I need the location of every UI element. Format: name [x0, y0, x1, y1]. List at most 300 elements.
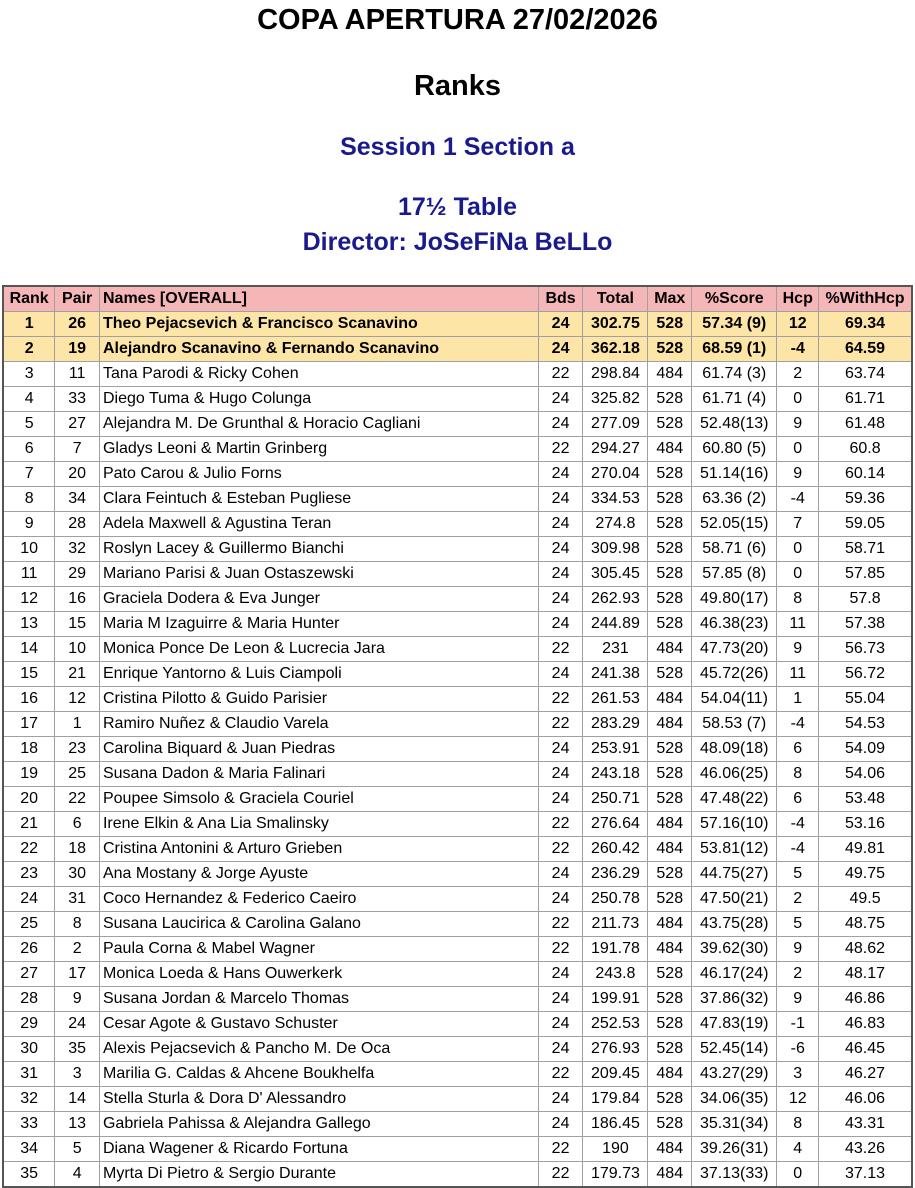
- cell-withhcp: 46.83: [819, 1012, 912, 1037]
- cell-max: 484: [648, 1062, 692, 1087]
- cell-names: Irene Elkin & Ana Lia Smalinsky: [99, 812, 538, 837]
- cell-max: 484: [648, 837, 692, 862]
- cell-score: 49.80(17): [692, 587, 777, 612]
- cell-total: 179.73: [583, 1162, 648, 1188]
- cell-total: 199.91: [583, 987, 648, 1012]
- cell-score: 46.06(25): [692, 762, 777, 787]
- cell-hcp: 3: [777, 1062, 819, 1087]
- cell-hcp: -4: [777, 337, 819, 362]
- ranks-table: [2, 285, 913, 1188]
- cell-score: 57.85 (8): [692, 562, 777, 587]
- cell-score: 53.81(12): [692, 837, 777, 862]
- cell-pair: 15: [55, 612, 100, 637]
- cell-pair: 20: [55, 462, 100, 487]
- cell-score: 39.26(31): [692, 1137, 777, 1162]
- cell-rank: 24: [3, 887, 55, 912]
- cell-max: 528: [648, 337, 692, 362]
- cell-score: 46.38(23): [692, 612, 777, 637]
- cell-max: 528: [648, 887, 692, 912]
- cell-total: 276.64: [583, 812, 648, 837]
- cell-score: 63.36 (2): [692, 487, 777, 512]
- cell-hcp: -1: [777, 1012, 819, 1037]
- cell-pair: 24: [55, 1012, 100, 1037]
- table-row: [3, 912, 912, 937]
- cell-pair: 29: [55, 562, 100, 587]
- cell-withhcp: 56.72: [819, 662, 912, 687]
- cell-total: 209.45: [583, 1062, 648, 1087]
- cell-bds: 24: [538, 512, 583, 537]
- cell-max: 484: [648, 437, 692, 462]
- cell-total: 302.75: [583, 312, 648, 337]
- cell-pair: 18: [55, 837, 100, 862]
- cell-max: 528: [648, 462, 692, 487]
- cell-score: 68.59 (1): [692, 337, 777, 362]
- cell-withhcp: 63.74: [819, 362, 912, 387]
- cell-hcp: 9: [777, 412, 819, 437]
- table-row: [3, 337, 912, 362]
- table-row: [3, 762, 912, 787]
- cell-total: 236.29: [583, 862, 648, 887]
- cell-hcp: 8: [777, 762, 819, 787]
- cell-total: 260.42: [583, 837, 648, 862]
- table-row: [3, 862, 912, 887]
- cell-bds: 24: [538, 862, 583, 887]
- cell-names: Graciela Dodera & Eva Junger: [99, 587, 538, 612]
- cell-withhcp: 59.36: [819, 487, 912, 512]
- cell-hcp: 2: [777, 962, 819, 987]
- cell-names: Ramiro Nuñez & Claudio Varela: [99, 712, 538, 737]
- cell-withhcp: 49.81: [819, 837, 912, 862]
- cell-withhcp: 46.06: [819, 1087, 912, 1112]
- cell-rank: 21: [3, 812, 55, 837]
- cell-rank: 8: [3, 487, 55, 512]
- director-label: Director: JoSeFiNa BeLLo: [302, 228, 613, 256]
- cell-max: 528: [648, 862, 692, 887]
- table-row: [3, 887, 912, 912]
- cell-hcp: 6: [777, 737, 819, 762]
- cell-total: 270.04: [583, 462, 648, 487]
- cell-hcp: 9: [777, 987, 819, 1012]
- cell-names: Poupee Simsolo & Graciela Couriel: [99, 787, 538, 812]
- col-header-score: %Score: [692, 286, 777, 312]
- cell-hcp: 0: [777, 1162, 819, 1188]
- col-header-pair: Pair: [55, 286, 100, 312]
- cell-max: 528: [648, 962, 692, 987]
- cell-total: 241.38: [583, 662, 648, 687]
- cell-names: Susana Dadon & Maria Falinari: [99, 762, 538, 787]
- cell-score: 47.83(19): [692, 1012, 777, 1037]
- cell-bds: 24: [538, 462, 583, 487]
- cell-withhcp: 48.75: [819, 912, 912, 937]
- cell-total: 274.8: [583, 512, 648, 537]
- table-row: [3, 837, 912, 862]
- cell-max: 528: [648, 787, 692, 812]
- cell-hcp: 2: [777, 887, 819, 912]
- cell-pair: 28: [55, 512, 100, 537]
- cell-withhcp: 57.85: [819, 562, 912, 587]
- cell-pair: 12: [55, 687, 100, 712]
- cell-max: 528: [648, 1112, 692, 1137]
- cell-names: Monica Loeda & Hans Ouwerkerk: [99, 962, 538, 987]
- cell-max: 528: [648, 987, 692, 1012]
- cell-bds: 24: [538, 562, 583, 587]
- cell-bds: 24: [538, 1112, 583, 1137]
- event-title: COPA APERTURA 27/02/2026: [257, 4, 658, 36]
- cell-bds: 24: [538, 587, 583, 612]
- cell-bds: 22: [538, 712, 583, 737]
- cell-names: Diego Tuma & Hugo Colunga: [99, 387, 538, 412]
- cell-names: Clara Feintuch & Esteban Pugliese: [99, 487, 538, 512]
- cell-bds: 22: [538, 837, 583, 862]
- table-row: [3, 1012, 912, 1037]
- cell-hcp: 6: [777, 787, 819, 812]
- table-row: [3, 512, 912, 537]
- cell-names: Mariano Parisi & Juan Ostaszewski: [99, 562, 538, 587]
- cell-hcp: 2: [777, 362, 819, 387]
- cell-bds: 22: [538, 637, 583, 662]
- cell-bds: 24: [538, 662, 583, 687]
- table-row: [3, 1112, 912, 1137]
- cell-hcp: -4: [777, 812, 819, 837]
- cell-pair: 35: [55, 1037, 100, 1062]
- cell-rank: 13: [3, 612, 55, 637]
- cell-score: 45.72(26): [692, 662, 777, 687]
- cell-score: 44.75(27): [692, 862, 777, 887]
- cell-hcp: 4: [777, 1137, 819, 1162]
- cell-total: 231: [583, 637, 648, 662]
- table-row: [3, 487, 912, 512]
- cell-score: 39.62(30): [692, 937, 777, 962]
- cell-bds: 24: [538, 337, 583, 362]
- table-row: [3, 612, 912, 637]
- table-row: [3, 737, 912, 762]
- cell-withhcp: 55.04: [819, 687, 912, 712]
- cell-rank: 25: [3, 912, 55, 937]
- cell-withhcp: 48.62: [819, 937, 912, 962]
- table-row: [3, 1037, 912, 1062]
- cell-hcp: -4: [777, 837, 819, 862]
- cell-total: 186.45: [583, 1112, 648, 1137]
- cell-pair: 32: [55, 537, 100, 562]
- cell-rank: 23: [3, 862, 55, 887]
- cell-pair: 7: [55, 437, 100, 462]
- cell-max: 484: [648, 937, 692, 962]
- cell-max: 528: [648, 512, 692, 537]
- cell-max: 484: [648, 362, 692, 387]
- cell-names: Alejandro Scanavino & Fernando Scanavino: [99, 337, 538, 362]
- cell-bds: 24: [538, 1037, 583, 1062]
- cell-total: 243.18: [583, 762, 648, 787]
- table-row: [3, 987, 912, 1012]
- cell-hcp: -6: [777, 1037, 819, 1062]
- cell-withhcp: 61.48: [819, 412, 912, 437]
- cell-hcp: 9: [777, 462, 819, 487]
- tables-label: 17½ Table: [397, 193, 518, 221]
- cell-withhcp: 54.09: [819, 737, 912, 762]
- cell-max: 528: [648, 312, 692, 337]
- cell-pair: 3: [55, 1062, 100, 1087]
- cell-rank: 17: [3, 712, 55, 737]
- cell-max: 528: [648, 762, 692, 787]
- cell-pair: 34: [55, 487, 100, 512]
- cell-hcp: 1: [777, 687, 819, 712]
- cell-rank: 1: [3, 312, 55, 337]
- cell-score: 37.13(33): [692, 1162, 777, 1188]
- cell-max: 528: [648, 587, 692, 612]
- cell-names: Cesar Agote & Gustavo Schuster: [99, 1012, 538, 1037]
- cell-pair: 10: [55, 637, 100, 662]
- cell-bds: 22: [538, 912, 583, 937]
- page-heading: Ranks: [413, 70, 502, 102]
- cell-pair: 17: [55, 962, 100, 987]
- cell-max: 528: [648, 662, 692, 687]
- cell-pair: 19: [55, 337, 100, 362]
- cell-score: 57.34 (9): [692, 312, 777, 337]
- cell-withhcp: 64.59: [819, 337, 912, 362]
- cell-withhcp: 61.71: [819, 387, 912, 412]
- cell-score: 48.09(18): [692, 737, 777, 762]
- cell-score: 35.31(34): [692, 1112, 777, 1137]
- cell-withhcp: 57.8: [819, 587, 912, 612]
- cell-total: 250.71: [583, 787, 648, 812]
- cell-names: Paula Corna & Mabel Wagner: [99, 937, 538, 962]
- cell-pair: 6: [55, 812, 100, 837]
- cell-pair: 8: [55, 912, 100, 937]
- table-row: [3, 787, 912, 812]
- cell-hcp: 7: [777, 512, 819, 537]
- table-row: [3, 387, 912, 412]
- cell-max: 484: [648, 1162, 692, 1188]
- cell-bds: 22: [538, 687, 583, 712]
- table-row: [3, 962, 912, 987]
- cell-names: Susana Laucirica & Carolina Galano: [99, 912, 538, 937]
- cell-max: 528: [648, 387, 692, 412]
- cell-total: 294.27: [583, 437, 648, 462]
- cell-hcp: -4: [777, 487, 819, 512]
- cell-hcp: 12: [777, 312, 819, 337]
- cell-bds: 24: [538, 962, 583, 987]
- cell-max: 484: [648, 812, 692, 837]
- cell-score: 60.80 (5): [692, 437, 777, 462]
- cell-names: Roslyn Lacey & Guillermo Bianchi: [99, 537, 538, 562]
- cell-pair: 5: [55, 1137, 100, 1162]
- cell-names: Alexis Pejacsevich & Pancho M. De Oca: [99, 1037, 538, 1062]
- cell-rank: 15: [3, 662, 55, 687]
- cell-withhcp: 46.45: [819, 1037, 912, 1062]
- cell-names: Maria M Izaguirre & Maria Hunter: [99, 612, 538, 637]
- cell-rank: 16: [3, 687, 55, 712]
- cell-hcp: 12: [777, 1087, 819, 1112]
- cell-score: 61.71 (4): [692, 387, 777, 412]
- col-header-bds: Bds: [538, 286, 583, 312]
- cell-withhcp: 53.48: [819, 787, 912, 812]
- cell-names: Stella Sturla & Dora D' Alessandro: [99, 1087, 538, 1112]
- cell-total: 334.53: [583, 487, 648, 512]
- cell-score: 54.04(11): [692, 687, 777, 712]
- cell-rank: 34: [3, 1137, 55, 1162]
- cell-bds: 24: [538, 1012, 583, 1037]
- table-row: [3, 537, 912, 562]
- table-row: [3, 437, 912, 462]
- session-label: Session 1 Section a: [340, 133, 575, 161]
- table-row: [3, 662, 912, 687]
- cell-bds: 24: [538, 987, 583, 1012]
- cell-hcp: 11: [777, 612, 819, 637]
- cell-max: 528: [648, 1012, 692, 1037]
- cell-pair: 9: [55, 987, 100, 1012]
- cell-hcp: 8: [777, 587, 819, 612]
- table-row: [3, 1062, 912, 1087]
- cell-rank: 18: [3, 737, 55, 762]
- cell-rank: 12: [3, 587, 55, 612]
- cell-rank: 33: [3, 1112, 55, 1137]
- cell-pair: 26: [55, 312, 100, 337]
- cell-withhcp: 58.71: [819, 537, 912, 562]
- cell-withhcp: 43.26: [819, 1137, 912, 1162]
- cell-pair: 13: [55, 1112, 100, 1137]
- cell-withhcp: 49.75: [819, 862, 912, 887]
- cell-rank: 28: [3, 987, 55, 1012]
- table-row: [3, 812, 912, 837]
- cell-pair: 25: [55, 762, 100, 787]
- cell-rank: 10: [3, 537, 55, 562]
- cell-rank: 3: [3, 362, 55, 387]
- cell-rank: 19: [3, 762, 55, 787]
- cell-score: 57.16(10): [692, 812, 777, 837]
- cell-hcp: -4: [777, 712, 819, 737]
- table-row: [3, 312, 912, 337]
- cell-bds: 24: [538, 487, 583, 512]
- cell-score: 52.05(15): [692, 512, 777, 537]
- cell-score: 47.73(20): [692, 637, 777, 662]
- cell-rank: 35: [3, 1162, 55, 1188]
- cell-score: 43.27(29): [692, 1062, 777, 1087]
- cell-names: Theo Pejacsevich & Francisco Scanavino: [99, 312, 538, 337]
- cell-score: 37.86(32): [692, 987, 777, 1012]
- cell-names: Tana Parodi & Ricky Cohen: [99, 362, 538, 387]
- cell-score: 46.17(24): [692, 962, 777, 987]
- cell-rank: 2: [3, 337, 55, 362]
- cell-rank: 11: [3, 562, 55, 587]
- cell-pair: 33: [55, 387, 100, 412]
- cell-rank: 6: [3, 437, 55, 462]
- cell-withhcp: 54.06: [819, 762, 912, 787]
- cell-total: 261.53: [583, 687, 648, 712]
- cell-withhcp: 56.73: [819, 637, 912, 662]
- cell-bds: 24: [538, 537, 583, 562]
- cell-rank: 22: [3, 837, 55, 862]
- cell-names: Cristina Antonini & Arturo Grieben: [99, 837, 538, 862]
- cell-total: 253.91: [583, 737, 648, 762]
- cell-names: Ana Mostany & Jorge Ayuste: [99, 862, 538, 887]
- cell-bds: 22: [538, 437, 583, 462]
- cell-bds: 24: [538, 387, 583, 412]
- cell-score: 52.45(14): [692, 1037, 777, 1062]
- cell-withhcp: 46.27: [819, 1062, 912, 1087]
- cell-pair: 11: [55, 362, 100, 387]
- col-header-max: Max: [648, 286, 692, 312]
- cell-withhcp: 54.53: [819, 712, 912, 737]
- cell-names: Enrique Yantorno & Luis Ciampoli: [99, 662, 538, 687]
- cell-names: Alejandra M. De Grunthal & Horacio Cagliani: [99, 412, 538, 437]
- cell-total: 362.18: [583, 337, 648, 362]
- cell-score: 47.48(22): [692, 787, 777, 812]
- cell-bds: 22: [538, 362, 583, 387]
- table-row: [3, 1137, 912, 1162]
- cell-pair: 1: [55, 712, 100, 737]
- cell-rank: 20: [3, 787, 55, 812]
- cell-score: 47.50(21): [692, 887, 777, 912]
- cell-names: Gladys Leoni & Martin Grinberg: [99, 437, 538, 462]
- cell-bds: 22: [538, 937, 583, 962]
- cell-pair: 16: [55, 587, 100, 612]
- cell-rank: 7: [3, 462, 55, 487]
- table-row: [3, 637, 912, 662]
- cell-names: Carolina Biquard & Juan Piedras: [99, 737, 538, 762]
- cell-rank: 5: [3, 412, 55, 437]
- cell-max: 528: [648, 612, 692, 637]
- cell-max: 528: [648, 1037, 692, 1062]
- cell-rank: 29: [3, 1012, 55, 1037]
- cell-withhcp: 49.5: [819, 887, 912, 912]
- table-row: [3, 687, 912, 712]
- cell-bds: 24: [538, 412, 583, 437]
- cell-pair: 2: [55, 937, 100, 962]
- cell-rank: 31: [3, 1062, 55, 1087]
- cell-pair: 21: [55, 662, 100, 687]
- table-row: [3, 937, 912, 962]
- cell-withhcp: 69.34: [819, 312, 912, 337]
- cell-rank: 32: [3, 1087, 55, 1112]
- cell-score: 58.71 (6): [692, 537, 777, 562]
- cell-names: Gabriela Pahissa & Alejandra Gallego: [99, 1112, 538, 1137]
- cell-hcp: 5: [777, 862, 819, 887]
- cell-max: 484: [648, 1137, 692, 1162]
- cell-total: 309.98: [583, 537, 648, 562]
- cell-hcp: 11: [777, 662, 819, 687]
- table-row: [3, 1162, 912, 1188]
- cell-withhcp: 60.8: [819, 437, 912, 462]
- cell-total: 283.29: [583, 712, 648, 737]
- cell-total: 179.84: [583, 1087, 648, 1112]
- cell-hcp: 5: [777, 912, 819, 937]
- cell-total: 244.89: [583, 612, 648, 637]
- cell-rank: 27: [3, 962, 55, 987]
- cell-withhcp: 46.86: [819, 987, 912, 1012]
- cell-names: Cristina Pilotto & Guido Parisier: [99, 687, 538, 712]
- cell-withhcp: 37.13: [819, 1162, 912, 1188]
- cell-names: Monica Ponce De Leon & Lucrecia Jara: [99, 637, 538, 662]
- cell-pair: 14: [55, 1087, 100, 1112]
- cell-names: Coco Hernandez & Federico Caeiro: [99, 887, 538, 912]
- cell-max: 484: [648, 712, 692, 737]
- cell-total: 252.53: [583, 1012, 648, 1037]
- cell-hcp: 9: [777, 637, 819, 662]
- cell-hcp: 0: [777, 562, 819, 587]
- cell-total: 243.8: [583, 962, 648, 987]
- table-row: [3, 412, 912, 437]
- table-row: [3, 712, 912, 737]
- cell-score: 43.75(28): [692, 912, 777, 937]
- cell-score: 52.48(13): [692, 412, 777, 437]
- cell-max: 484: [648, 687, 692, 712]
- table-row: [3, 462, 912, 487]
- cell-total: 298.84: [583, 362, 648, 387]
- cell-rank: 30: [3, 1037, 55, 1062]
- cell-bds: 24: [538, 887, 583, 912]
- cell-max: 528: [648, 412, 692, 437]
- cell-score: 51.14(16): [692, 462, 777, 487]
